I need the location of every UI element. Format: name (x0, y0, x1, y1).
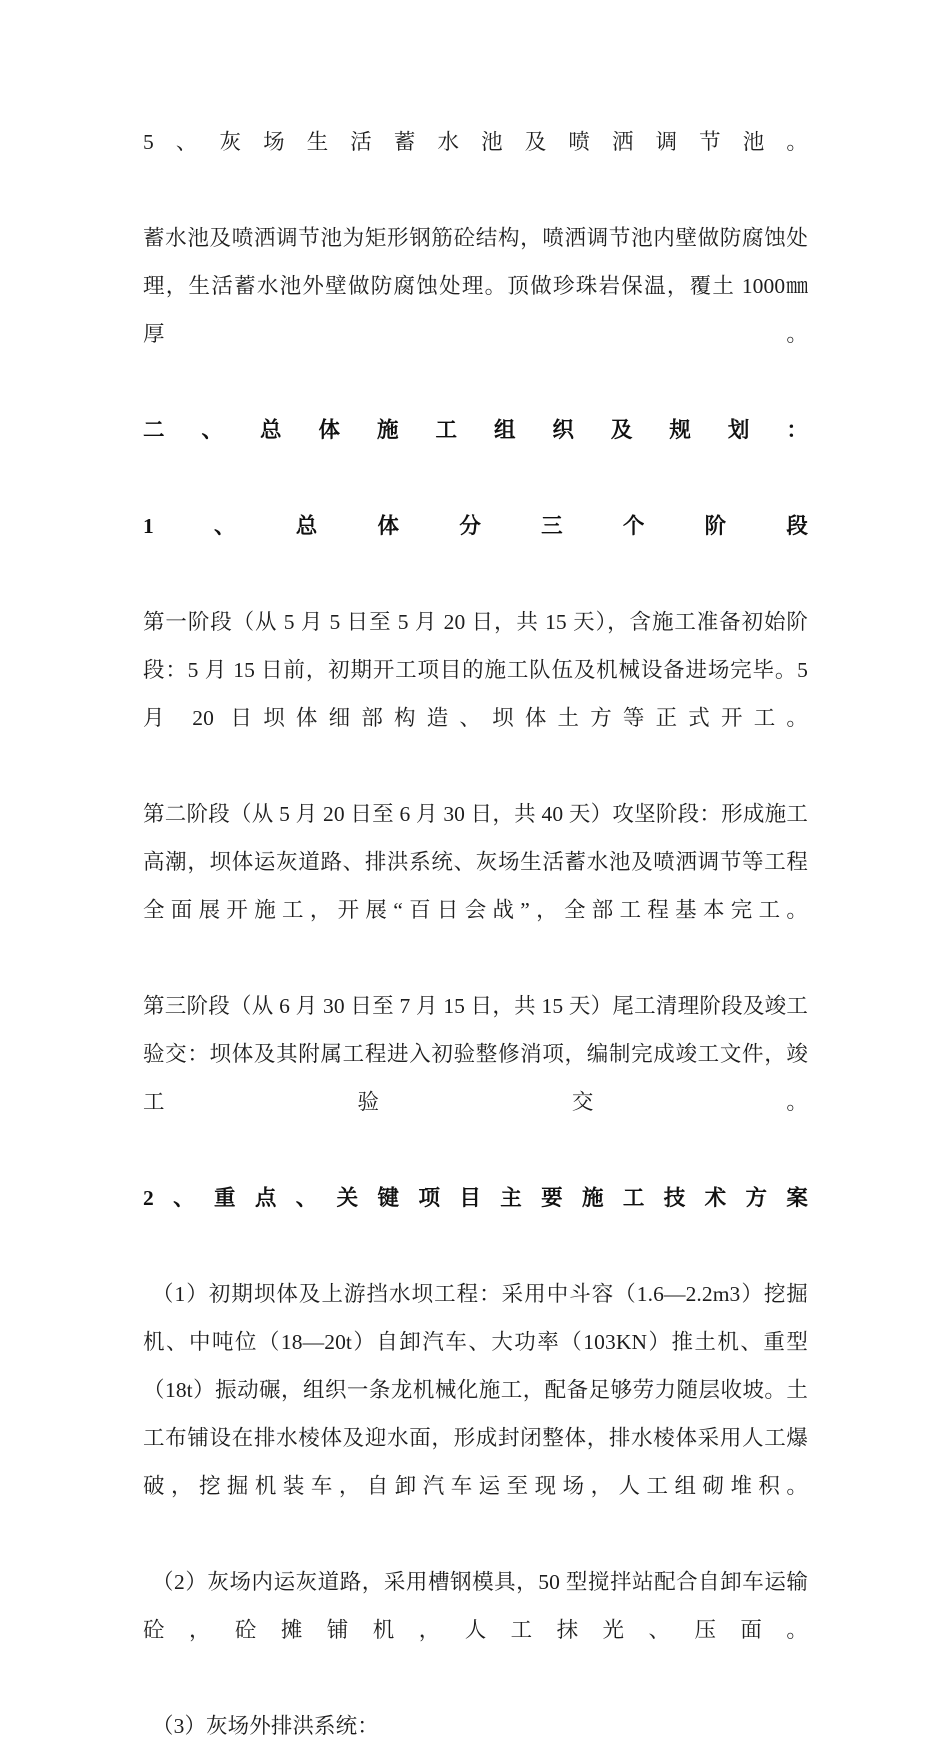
subsection-heading-three-phases: 1、总体分三个阶段 (143, 514, 808, 538)
document-text-column (143, 118, 808, 1750)
section-heading-overall-organization: 二、总体施工组织及规划： (143, 418, 808, 442)
paragraph-item-5-heading: 5、灰场生活蓄水池及喷洒调节池。 (143, 130, 808, 154)
paragraph-phase-three: 第三阶段（从 6 月 30 日至 7 月 15 日，共 15 天）尾工清理阶段及竣工验交：坝体及其附属工程进入初验整修消项，编制完成竣工文件，竣工验交。 (143, 994, 808, 1114)
paragraph-phase-two: 第二阶段（从 5 月 20 日至 6 月 30 日，共 40 天）攻坚阶段：形成施工高潮，坝体运灰道路、排洪系统、灰场生活蓄水池及喷洒调节等工程全面展开施工，开展“百日会战”，全部工程基本完工。 (143, 802, 808, 922)
paragraph-item-1-dam-works: （1）初期坝体及上游挡水坝工程：采用中斗容（1.6—2.2m3）挖掘机、中吨位（18—20t）自卸汽车、大功率（103KN）推土机、重型（18t）振动碾，组织一条龙机械化施工，配备足够劳力随层收坡。土工布铺设在排水棱体及迎水面，形成封闭整体，排水棱体采用人工爆破，挖掘机装车，自卸汽车运至现场，人工组砌堆积。 (143, 1282, 808, 1498)
paragraph-item-2-ash-transport-road: （2）灰场内运灰道路，采用槽钢模具，50 型搅拌站配合自卸车运输砼，砼摊铺机，人工抹光、压面。 (143, 1570, 808, 1642)
paragraph-item-3-flood-discharge-system: （3）灰场外排洪系统： (152, 1714, 379, 1738)
subsection-heading-key-technical-plan: 2、重点、关键项目主要施工技术方案 (143, 1186, 808, 1210)
paragraph-reservoir-description: 蓄水池及喷洒调节池为矩形钢筋砼结构，喷洒调节池内壁做防腐蚀处理，生活蓄水池外壁做防腐蚀处理。顶做珍珠岩保温，覆土 1000㎜ 厚。 (143, 226, 808, 346)
paragraph-phase-one: 第一阶段（从 5 月 5 日至 5 月 20 日，共 15 天），含施工准备初始阶段：5 月 15 日前，初期开工项目的施工队伍及机械设备进场完毕。5 月 20 日坝体细部构造、坝体土方等正式开工。 (143, 610, 808, 730)
